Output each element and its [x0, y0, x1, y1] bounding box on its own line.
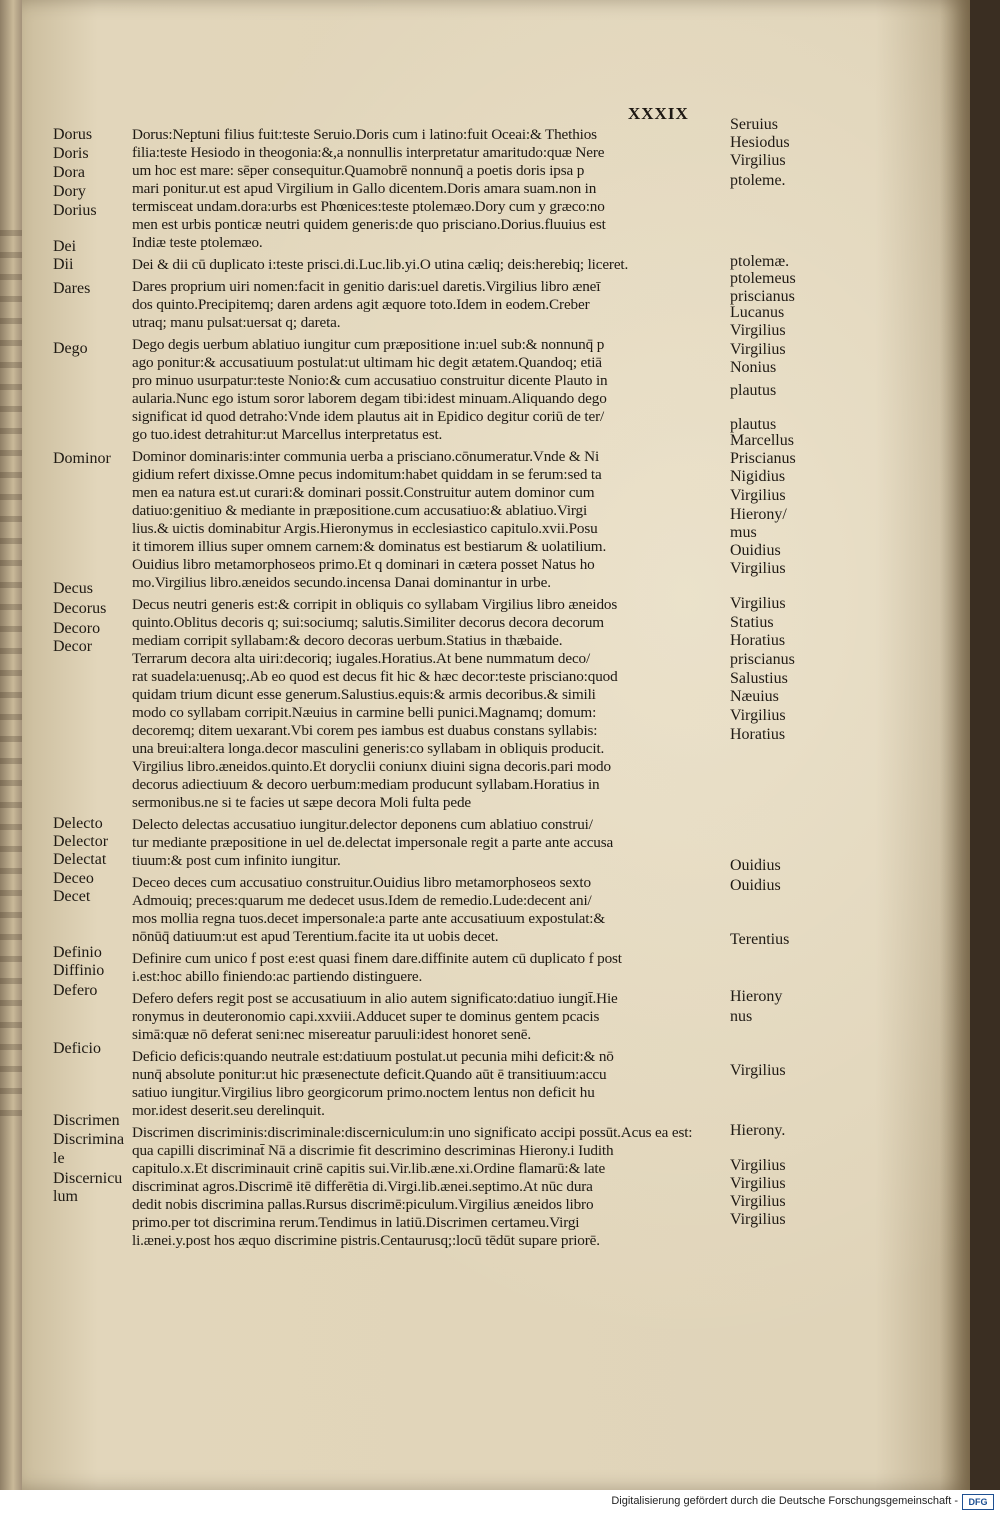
text-line-29: Terrarum decora alta uiri:decoriq; iugales.Horatius.At bene nummatum deco/	[132, 650, 591, 667]
text-line-16: significat id quod detraho:Vnde idem plautus ait in Epidico degitur coriū de ter/	[132, 408, 605, 425]
citation-15: Priscianus	[730, 450, 796, 467]
text-line-51: nunq̄ absolute ponitur:ut hic præsenectute deficit.Quando aūt ē transitiuum:accu	[132, 1066, 607, 1083]
text-line-19: gidium refert dixisse.Omne pecus indomitum:habet quiddam in se ferum:sed ta	[132, 466, 602, 483]
text-line-20: men ea natura est.ut curari:& dominari possit.Construitur autem dominor cum	[132, 484, 595, 501]
citation-39: Virgilius	[730, 1193, 786, 1210]
citation-10: Virgilius	[730, 341, 786, 358]
text-line-22: lius.& uictis dominabitur Argis.Hieronymus in ecclesiastico capitulo.xvii.Posu	[132, 520, 598, 537]
headword-23: Deficio	[53, 1040, 101, 1057]
text-line-26: Decus neutri generis est:& corripit in obliquis co syllabam Virgilius libro æneidos	[132, 596, 618, 613]
citation-8: Lucanus	[730, 304, 785, 321]
citation-1: Seruius	[730, 116, 778, 133]
citation-30: Ouidius	[730, 857, 781, 874]
previous-page-edge	[0, 0, 22, 1490]
headword-8: Dares	[53, 280, 91, 297]
citation-34: nus	[730, 1008, 753, 1025]
headword-12: Decorus	[53, 600, 107, 617]
citation-16: Nigidius	[730, 468, 786, 485]
text-line-9: Dares proprium uiri nomen:facit in genitio daris:uel daretis.Virgilius libro æneī	[132, 278, 601, 295]
headword-5: Dorius	[53, 202, 97, 219]
folio-number: XXXIX	[628, 104, 689, 123]
text-line-33: decoremq; ditem uexarant.Vbi corem pes iambus est duabus constans syllabis:	[132, 722, 598, 739]
text-line-52: satiuo iungitur.Virgilius libro georgicorum primo.noctem lentus non deficit hu	[132, 1084, 595, 1101]
headword-9: Dego	[53, 340, 88, 357]
headword-20: Definio	[53, 944, 102, 961]
text-line-43: mos mollia regna tuos.decet impersonale:a parte ante accusatiuum expostulat:&	[132, 910, 606, 927]
text-line-42: Admouiq; preces:quarum me dedecet usus.Idem de remedio.Lude:decent ani/	[132, 892, 592, 909]
headword-22: Defero	[53, 982, 98, 999]
text-line-7: Indiæ teste ptolemæo.	[132, 234, 263, 251]
text-line-60: li.ænei.y.post hos æquo discrimine pistris.Centaurusq;:locū tēdūt supare priorē.	[132, 1232, 600, 1249]
text-line-56: capitulo.x.Et discriminauit crinē capitis sui.Vir.lib.æne.xi.Ordine flamarū:& late	[132, 1160, 606, 1177]
text-line-46: i.est:hoc abillo finiendo:ac partiendo distinguere.	[132, 968, 423, 985]
text-line-18: Dominor dominaris:inter communia uerba a prisciano.cōnumeratur.Vnde & Ni	[132, 448, 600, 465]
text-line-53: mor.idest deserit.seu derelinquit.	[132, 1102, 325, 1119]
citation-7: priscianus	[730, 288, 795, 305]
text-line-39: tur mediante præpositione in uel de.delectat impersonale regit a parte ante accusa	[132, 834, 614, 851]
citation-37: Virgilius	[730, 1157, 786, 1174]
text-line-49: simā:quæ nō deferat seni:nec misereatur paruuli:idest honoret senē.	[132, 1026, 532, 1043]
text-line-10: dos quinto.Precipitemq; daren ardens agit æquore toto.Idem in eodem.Creber	[132, 296, 590, 313]
text-line-1: Dorus:Neptuni filius fuit:teste Seruio.Doris cum i latino:fuit Oceai:& Thethios	[132, 126, 597, 143]
text-line-23: it timorem illius super omnem carnem:& dominatus est bestiarum & uolatilium.	[132, 538, 607, 555]
text-line-36: decorus adiectiuum & decoro uerbum:mediam producunt syllabam.Horatius in	[132, 776, 600, 793]
citation-20: Ouidius	[730, 542, 781, 559]
citation-26: Salustius	[730, 670, 788, 687]
text-line-55: qua capilli discriminat̄ Nā a discrimie fit descrimino descriminas Hierony.i Iudith	[132, 1142, 614, 1159]
citation-31: Ouidius	[730, 877, 781, 894]
text-line-37: sermonibus.ne si te facies ut sæpe decora Moli fulta pede	[132, 794, 471, 811]
citation-24: Horatius	[730, 632, 786, 649]
text-line-44: nōnūq̄ datiuum:ut est apud Terentium.facite ita ut uobis decet.	[132, 928, 499, 945]
text-line-15: aularia.Nunc ego istum soror laborem degam tibi:idest minuam.Aliquando dego	[132, 390, 607, 407]
citation-38: Virgilius	[730, 1175, 786, 1192]
headword-19: Decet	[53, 888, 91, 905]
citation-12: plautus	[730, 382, 777, 399]
text-line-3: um hoc est mare: sēper consequitur.Quamobrē nonnunq̄ a poetis doris ipsa p	[132, 162, 585, 179]
headword-3: Dora	[53, 164, 85, 181]
citation-29: Horatius	[730, 726, 786, 743]
text-line-45: Definire cum unico f post e:est quasi finem dare.diffinite autem cū duplicato f post	[132, 950, 622, 967]
citation-35: Virgilius	[730, 1062, 786, 1079]
text-line-25: mo.Virgilius libro.æneidos secundo.incensa Danai dominantur in urbe.	[132, 574, 551, 591]
citation-36: Hierony.	[730, 1122, 786, 1139]
headword-26: le	[53, 1150, 65, 1167]
citation-18: Hierony/	[730, 506, 787, 523]
headword-14: Decor	[53, 638, 93, 655]
citation-2: Hesiodus	[730, 134, 790, 151]
footer-credit: Digitalisierung gefördert durch die Deutsche Forschungsgemeinschaft -	[611, 1495, 958, 1507]
headword-28: lum	[53, 1188, 78, 1205]
citation-23: Statius	[730, 614, 774, 631]
headword-15: Delecto	[53, 815, 103, 832]
citation-25: priscianus	[730, 651, 795, 668]
text-line-59: primo.per tot discrimina rerum.Tendimus in latiū.Discrimen certameu.Virgi	[132, 1214, 580, 1231]
headword-13: Decoro	[53, 620, 101, 637]
text-line-11: utraq; manu pulsat:uersat q; dareta.	[132, 314, 341, 331]
citation-32: Terentius	[730, 931, 790, 948]
headword-25: Discrimina	[53, 1131, 125, 1148]
headword-11: Decus	[53, 580, 93, 597]
text-line-28: mediam corripit syllabam:& decoro decoras uerbum.Statius in thæbaide.	[132, 632, 563, 649]
text-line-57: discriminat agros.Discrimē itē differētia di.Virgi.lib.ænei.septimo.At nūc dura	[132, 1178, 593, 1195]
text-line-5: termisceat undam.dora:urbs est Phœnices:teste ptolemæo.Dory cum y græco:no	[132, 198, 605, 215]
citation-11: Nonius	[730, 359, 777, 376]
text-line-8: Dei & dii cū duplicato i:teste prisci.di.Luc.lib.yi.O utina cæliq; deis:herebiq; liceret.	[132, 256, 629, 273]
citation-19: mus	[730, 524, 757, 541]
headword-1: Dorus	[53, 126, 93, 143]
text-line-14: pro minuo usurpatur:teste Nonio:& cum accusatiuo construitur dicente Plauto in	[132, 372, 608, 389]
citation-21: Virgilius	[730, 560, 786, 577]
headword-21: Diffinio	[53, 962, 105, 979]
text-line-47: Defero defers regit post se accusatiuum in alio autem significato:datiuo iungit̄.Hie	[132, 990, 618, 1007]
headword-4: Dory	[53, 183, 86, 200]
citation-17: Virgilius	[730, 487, 786, 504]
citation-14: Marcellus	[730, 432, 794, 449]
text-line-41: Deceo deces cum accusatiuo construitur.Ouidius libro metamorphoseos sexto	[132, 874, 591, 891]
citation-40: Virgilius	[730, 1211, 786, 1228]
headword-6: Dei	[53, 238, 77, 255]
headword-18: Deceo	[53, 870, 94, 887]
text-line-24: Ouidius libro metamorphoseos primo.Et q dominari in cætera posset Natus ho	[132, 556, 595, 573]
text-line-50: Deficio deficis:quando neutrale est:datiuum postulat.ut pecunia mihi deficit:& nō	[132, 1048, 614, 1065]
citation-22: Virgilius	[730, 595, 786, 612]
text-line-4: mari ponitur.ut est apud Virgilium in Gallo dicentem.Doris amara suam.non in	[132, 180, 597, 197]
text-line-38: Delecto delectas accusatiuo iungitur.delector deponens cum ablatiuo construi/	[132, 816, 593, 833]
page-gutter-shadow	[940, 0, 970, 1490]
text-line-40: tiuum:& post cum infinito iungitur.	[132, 852, 341, 869]
headword-2: Doris	[53, 145, 89, 162]
footer-bar	[0, 1490, 1000, 1513]
headword-10: Dominor	[53, 450, 111, 467]
text-line-21: datiuo:genitiuo & mediante in præpositione.cum accusatiuo:& ablatiuo.Virgi	[132, 502, 588, 519]
text-line-32: modo co syllabam corripit.Næuius in carmine belli punici.Magnamq; domum:	[132, 704, 597, 721]
text-line-58: dedit nobis discrimina pallas.Rursus discrimē:piculum.Virgilius æneidos libro	[132, 1196, 594, 1213]
headword-27: Discernicu	[53, 1170, 123, 1187]
citation-5: ptolemæ.	[730, 253, 790, 270]
text-line-35: Virgilius libro.æneidos.quinto.Et doryclii coniunx diuini signa decoris.pari modo	[132, 758, 611, 775]
citation-6: ptolemeus	[730, 270, 796, 287]
citation-3: Virgilius	[730, 152, 786, 169]
text-line-48: ronymus in deuteronomio capi.xxviii.Adducet super te dominus gentem pcacis	[132, 1008, 600, 1025]
citation-33: Hierony	[730, 988, 783, 1005]
headword-7: Dii	[53, 256, 74, 273]
text-line-13: ago ponitur:& accusatiuum postulat:ut ultimam hic degit ætatem.Quandoq; etiā	[132, 354, 602, 371]
headword-24: Discrimen	[53, 1112, 120, 1129]
citation-13: plautus	[730, 416, 777, 433]
headword-16: Delector	[53, 833, 109, 850]
text-line-27: quinto.Oblitus decoris q; sui:sociumq; salutis.Similiter decorus decora decorum	[132, 614, 604, 631]
text-line-31: quidam trium dicunt esse generum.Salustius.equis:& armis decoribus.& simili	[132, 686, 596, 703]
text-line-6: men est urbis ponticæ neutri quidem generis:de quo prisciano.Dorius.fluuius est	[132, 216, 606, 233]
text-line-12: Dego degis uerbum ablatiuo iungitur cum præpositione in:uel sub:& nonnunq̄ p	[132, 336, 605, 353]
text-line-34: una breui:altera longa.decor masculini generis:co syllabam in obliquis producit.	[132, 740, 605, 757]
dfg-logo: DFG	[962, 1494, 994, 1510]
previous-page-text-fragments	[0, 230, 22, 1130]
text-line-17: go tuo.idest detrahitur:ut Marcellus interpretatus est.	[132, 426, 443, 443]
text-line-2: filia:teste Hesiodo in theogonia:&,a nonnullis interpretatur amaritudo:quæ Nere	[132, 144, 605, 161]
citation-27: Næuius	[730, 688, 779, 705]
citation-4: ptoleme.	[730, 172, 786, 189]
headword-17: Delectat	[53, 851, 107, 868]
citation-28: Virgilius	[730, 707, 786, 724]
text-line-30: rat suadela:uenusq;.Ab eo quod est decus fit hic & hæc decor:teste prisciano:quod	[132, 668, 618, 685]
text-line-54: Discrimen discriminis:discriminale:discerniculum:in uno significato accipi possūt.Acus ea est:	[132, 1124, 693, 1141]
citation-9: Virgilius	[730, 322, 786, 339]
